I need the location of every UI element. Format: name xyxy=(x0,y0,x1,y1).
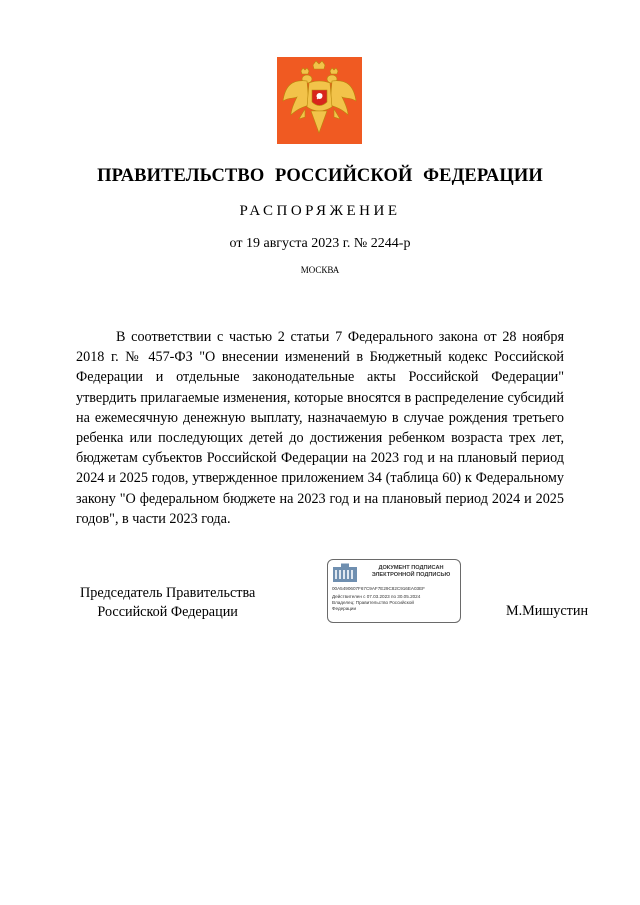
stamp-owner-line1: Владелец: Правительство Российской xyxy=(332,600,414,605)
coat-of-arms-emblem xyxy=(277,57,362,144)
government-title: ПРАВИТЕЛЬСТВО РОССИЙСКОЙ ФЕДЕРАЦИИ xyxy=(97,166,543,186)
stamp-certificate: 00A5490607F67C9AF7E29C82C916EA03EF xyxy=(332,586,425,591)
stamp-heading-line1: ДОКУМЕНТ ПОДПИСАН xyxy=(378,565,444,571)
order-body-text: В соответствии с частью 2 статьи 7 Федерального закона от 28 ноября 2018 г. № 457-ФЗ "О внесении изменений в Бюджетный кодекс Российской Федерации и отдельные законодательные акты Российской Федерации" утвердить прилагаемые изменения, которые вносятся в распределение субсидий на ежемесячную денежную выплату, назначаемую в случае рождения третьего ребенка или последующих детей до достижения ребенком возраста трех лет, бюджетам субъектов Российской Федерации на 2023 год и на плановый период 2024 и 2025 годов, утвержденное приложением 34 (таблица 60) к Федеральному закону "О федеральном бюджете на 2023 год и на плановый период 2024 и 2025 годов", в части 2023 года. xyxy=(76,329,564,527)
stamp-heading xyxy=(362,565,460,579)
stamp-owner-line2: Федерации xyxy=(332,606,357,611)
signatory-position-line2: Российской Федерации xyxy=(97,604,238,620)
document-city: МОСКВА xyxy=(300,265,340,275)
electronic-signature-stamp xyxy=(327,559,461,623)
document-type: РАСПОРЯЖЕНИЕ xyxy=(239,203,401,219)
government-building-icon xyxy=(332,563,358,583)
stamp-validity: Действителен с 07.03.2023 по 30.05.2024 xyxy=(332,594,421,599)
signatory-name: М.Мишустин xyxy=(506,603,589,619)
stamp-heading-line2: ЭЛЕКТРОННОЙ ПОДПИСЬЮ xyxy=(371,572,451,578)
document-date-number: от 19 августа 2023 г. № 2244-р xyxy=(229,236,411,251)
signatory-position xyxy=(80,584,255,622)
signatory-position-line1: Председатель Правительства xyxy=(80,585,256,601)
